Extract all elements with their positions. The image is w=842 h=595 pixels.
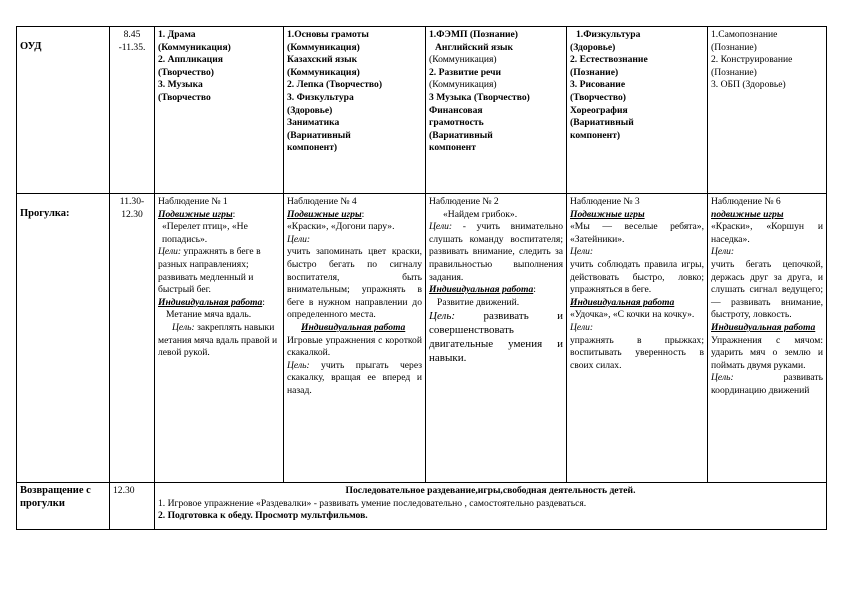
individual-goal-text: упражнять в прыжках; воспитывать уверенность в своих силах.	[570, 334, 704, 371]
individual-goal-text: закреплять навыки метания мяча вдаль правой и левой рукой.	[158, 321, 278, 359]
individual-heading: Индивидуальная работа	[301, 321, 406, 333]
time-return: 12.30	[110, 483, 155, 530]
oud-day-2	[284, 27, 426, 194]
individual-goal-heading: Цель:	[711, 372, 734, 384]
oud-line: Финансовая	[429, 104, 483, 116]
individual-text: Упражнения с мячом: ударить мяч о землю и поймать двумя руками.	[711, 334, 823, 371]
row-label-return	[17, 483, 110, 530]
oud-line: 3. ОБП (Здоровье)	[711, 79, 786, 91]
walk-day-1: Наблюдение № 1 Подвижные игры: «Перелет птиц», «Не попадись». Цели: упражнять в беге в разных направлениях; развивать медленный и быстрый бег. Индивидуальная работа: Метание мяча вдаль. Цель: закреплять навыки метания мяча вдаль правой и левой рукой.	[155, 194, 284, 483]
games-heading: Подвижные игры	[158, 208, 233, 220]
individual-text: «Удочка», «С кочки на кочку».	[570, 309, 695, 321]
goal-heading: Цели:	[158, 246, 182, 258]
time-walk: 11.30- 12.30	[110, 194, 155, 483]
games-text: «Краски», «Коршун и наседка».	[711, 221, 823, 245]
goal-text: упражнять в беге в разных направлениях; развивать медленный и быстрый бег.	[158, 246, 261, 296]
oud-line: (Познание)	[711, 41, 757, 53]
walk-day-5	[708, 194, 827, 483]
individual-goal-heading: Цель:	[429, 310, 456, 323]
games-text: «Найдем грибок».	[443, 208, 518, 220]
individual-goal-text: развивать координацию движений	[711, 372, 823, 396]
individual-goal-text: развивать и совершенствовать двигательные умения и навыки.	[429, 310, 564, 365]
oud-day-4	[567, 27, 708, 194]
oud-line: 3 Музыка (Творчество)	[429, 91, 530, 103]
individual-text: Метание мяча вдаль.	[166, 309, 252, 321]
goal-heading: Цели:	[429, 221, 453, 233]
oud-line: (Здоровье)	[287, 104, 333, 116]
individual-heading: Индивидуальная работа	[429, 284, 534, 296]
oud-line: 2. Аппликация	[158, 54, 223, 66]
label-walk: Прогулка:	[20, 208, 70, 219]
oud-line: (Здоровье)	[570, 41, 616, 53]
row-label-oud	[17, 27, 110, 194]
oud-line: 2. Конструирование	[711, 54, 793, 66]
games-heading: подвижные игры	[711, 208, 784, 220]
oud-line: Казахский язык	[287, 54, 358, 66]
oud-line: (Коммуникация)	[429, 79, 497, 91]
games-text: «Мы — веселые ребята», «Затейники».	[570, 221, 704, 245]
oud-line: 3. Музыка	[158, 79, 203, 91]
oud-line: 3. Рисование	[570, 79, 626, 91]
goal-text: учить запоминать цвет краски, быстро бегать по сигналу воспитателя, быть внимательным; упражнять в беге в нужном направлении до определенного места.	[287, 246, 422, 321]
row-walk	[17, 194, 827, 483]
walk-day-4	[567, 194, 708, 483]
observation-title: Наблюдение № 3	[570, 196, 640, 207]
row-oud	[17, 27, 827, 194]
oud-line: (Коммуникация)	[287, 66, 360, 78]
return-title: Последовательное раздевание,игры,свободная деятельность детей.	[345, 485, 636, 496]
oud-line: 2. Лепка (Творчество)	[287, 79, 383, 91]
oud-line: (Познание)	[711, 66, 757, 78]
oud-line: (Вариативный	[570, 117, 634, 129]
oud-line: 3. Физкультура	[287, 91, 354, 103]
observation-title: Наблюдение № 1	[158, 196, 228, 207]
label-return: Возвращение с прогулки	[20, 485, 91, 509]
games-heading: Подвижные игры	[287, 208, 362, 220]
individual-goal-text: учить прыгать через скакалку, вращая ее вперед и назад.	[287, 359, 422, 396]
row-return	[17, 483, 827, 530]
oud-line: 1.Основы грамоты	[287, 29, 369, 40]
individual-goal-heading: Цель:	[172, 321, 195, 333]
return-activities	[155, 483, 827, 530]
observation-title: Наблюдение № 4	[287, 196, 357, 207]
oud-line: (Познание)	[570, 66, 619, 78]
goal-heading: Цели:	[711, 246, 735, 258]
goal-heading: Цели:	[287, 233, 311, 245]
row-label-walk	[17, 194, 110, 483]
oud-day-5	[708, 27, 827, 194]
oud-line: (Творчество	[158, 91, 211, 103]
games-heading: Подвижные игры	[570, 208, 645, 220]
oud-line: (Вариативный	[287, 129, 351, 141]
oud-line: 1.Самопознание	[711, 29, 778, 40]
oud-line: 1.ФЭМП (Познание)	[429, 29, 518, 40]
goal-heading: Цели:	[570, 246, 594, 258]
individual-heading: Индивидуальная работа	[570, 296, 675, 308]
oud-line: 1.Физкультура	[576, 29, 641, 40]
oud-line: компонент	[429, 142, 476, 154]
oud-line: Хореография	[570, 104, 628, 116]
individual-text: Развитие движений.	[437, 296, 520, 308]
oud-line: (Коммуникация)	[287, 41, 360, 53]
label-oud: ОУД	[20, 41, 42, 52]
oud-line: Английский язык	[435, 41, 514, 53]
oud-line: (Творчество)	[158, 66, 214, 78]
individual-goal-heading: Цели:	[570, 321, 594, 333]
oud-line: 1. Драма	[158, 29, 196, 40]
oud-line: (Творчество)	[570, 91, 626, 103]
individual-heading: Индивидуальная работа	[711, 321, 816, 333]
games-text: «Краски», «Догони пару».	[287, 221, 395, 233]
return-item-1: 1. Игровое упражнение «Раздевалки» - развивать умение последовательно , самостоятельно раздеваться.	[158, 497, 587, 509]
games-text: «Перелет птиц», «Не попадись».	[162, 221, 248, 245]
return-item-2: 2. Подготовка к обеду. Просмотр мультфильмов.	[158, 510, 368, 522]
schedule-table	[16, 26, 827, 530]
walk-day-2: Наблюдение № 4 Подвижные игры: «Краски», «Догони пару». Цели: учить запоминать цвет краски, быстро бегать по сигналу воспитателя, быть внимательным; упражнять в беге в нужном направлении до определенного места. Индивидуальная работа Игровые упражнения с короткой скакалкой. Цель: учить прыгать через скакалку, вращая ее вперед и назад.	[284, 194, 426, 483]
observation-title: Наблюдение № 2	[429, 196, 499, 207]
walk-day-3: Наблюдение № 2 «Найдем грибок». Цели: - учить внимательно слушать команду воспитателя; развивать внимание, следить за правильностью выполнения задания. Индивидуальная работа: Развитие движений. Цель: развивать и совершенствовать двигательные умения и навыки.	[426, 194, 567, 483]
oud-line: (Коммуникация)	[429, 54, 497, 66]
individual-text: Игровые упражнения с короткой скакалкой.	[287, 334, 422, 359]
oud-line: 2. Естествознание	[570, 54, 648, 66]
oud-line: компонент)	[570, 129, 621, 141]
oud-day-1	[155, 27, 284, 194]
oud-line: грамотность	[429, 117, 484, 129]
oud-line: 2. Развитие речи	[429, 66, 502, 78]
individual-goal-heading: Цель:	[287, 359, 310, 371]
time-oud: 8.45 -11.35.	[110, 27, 155, 194]
observation-title: Наблюдение № 6	[711, 196, 781, 207]
oud-line: Заниматика	[287, 117, 340, 129]
goal-text: учить бегать цепочкой, держась друг за друга, и слушать сигнал ведущего; — развивать внимание, быстроту, ловкость.	[711, 258, 823, 321]
oud-line: (Коммуникация)	[158, 41, 231, 53]
goal-text: учить соблюдать правила игры, действовать быстро, ловко; упражняться в беге.	[570, 258, 704, 296]
individual-heading: Индивидуальная работа	[158, 296, 263, 308]
oud-day-3	[426, 27, 567, 194]
oud-line: компонент)	[287, 142, 338, 154]
goal-text: - учить внимательно слушать команду воспитателя; развивать внимание, следить за правильностью выполнения задания.	[429, 221, 563, 283]
oud-line: (Вариативный	[429, 129, 493, 141]
